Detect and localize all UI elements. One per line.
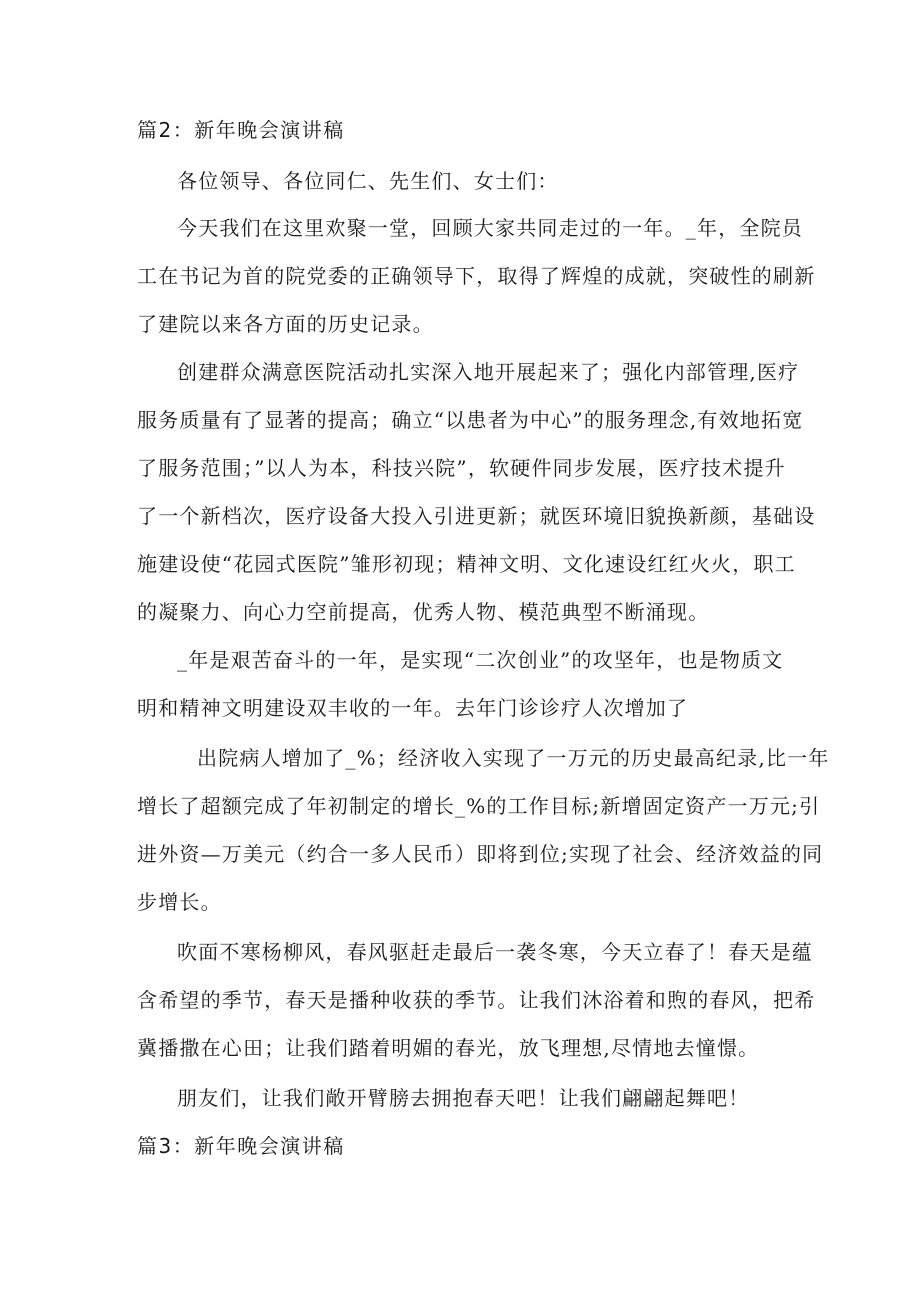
paragraph-3-line-2: 明和精神文明建设双丰收的一年。去年门诊诊疗人次增加了 xyxy=(137,696,689,720)
paragraph-4-line-2: 增长了超额完成了年初制定的增长_%的工作目标;新增固定资产一万元;引 xyxy=(137,794,821,818)
paragraph-4-line-1: 出院病人增加了_%；经济收入实现了一万元的历史最高纪录,比一年 xyxy=(197,746,830,770)
paragraph-5-line-3: 冀播撒在心田；让我们踏着明媚的春光，放飞理想,尽情地去憧憬。 xyxy=(137,1036,760,1060)
paragraph-2-line-4: 了一个新档次，医疗设备大投入引进更新；就医环境旧貌换新颜，基础设 xyxy=(137,504,816,528)
paragraph-2-line-2: 服务质量有了显著的提高；确立“以患者为中心”的服务理念,有效地拓宽 xyxy=(137,408,804,432)
salutation: 各位领导、各位同仁、先生们、女士们： xyxy=(177,169,559,193)
paragraph-1-line-3: 了建院以来各方面的历史记录。 xyxy=(137,312,434,336)
paragraph-6-line-1: 朋友们，让我们敞开臂膀去拥抱春天吧！让我们翩翩起舞吧！ xyxy=(177,1086,750,1110)
paragraph-2-line-1: 创建群众满意医院活动扎实深入地开展起来了；强化内部管理,医疗 xyxy=(177,360,800,384)
paragraph-2-line-5: 施建设使“花园式医院”雏形初现；精神文明、文化速设红红火火，职工 xyxy=(137,552,796,576)
paragraph-5-line-1: 吹面不寒杨柳风，春风驱赶走最后一袭冬寒，今天立春了！春天是蕴 xyxy=(177,940,813,964)
paragraph-2-line-6: 的凝聚力、向心力空前提高，优秀人物、模范典型不断涌现。 xyxy=(137,600,710,624)
paragraph-4-line-3: 进外资—万美元（约合一多人民币）即将到位;实现了社会、经济效益的同 xyxy=(137,842,824,866)
paragraph-4-line-4: 步增长。 xyxy=(137,890,222,914)
section-heading-2: 篇2：新年晚会演讲稿 xyxy=(137,118,345,142)
paragraph-3-line-1: _年是艰苦奋斗的一年，是实现“二次创业”的攻坚年，也是物质文 xyxy=(177,648,784,672)
paragraph-5-line-2: 含希望的季节，春天是播种收获的季节。让我们沐浴着和煦的春风，把希 xyxy=(137,988,816,1012)
paragraph-1-line-2: 工在书记为首的院党委的正确领导下，取得了辉煌的成就，突破性的刷新 xyxy=(137,264,816,288)
paragraph-1-line-1: 今天我们在这里欢聚一堂，回顾大家共同走过的一年。_年，全院员 xyxy=(177,216,803,240)
section-heading-3: 篇3：新年晚会演讲稿 xyxy=(137,1134,345,1158)
paragraph-2-line-3: 了服务范围；”以人为本，科技兴院”，软硬件同步发展，医疗技术提升 xyxy=(137,456,786,480)
